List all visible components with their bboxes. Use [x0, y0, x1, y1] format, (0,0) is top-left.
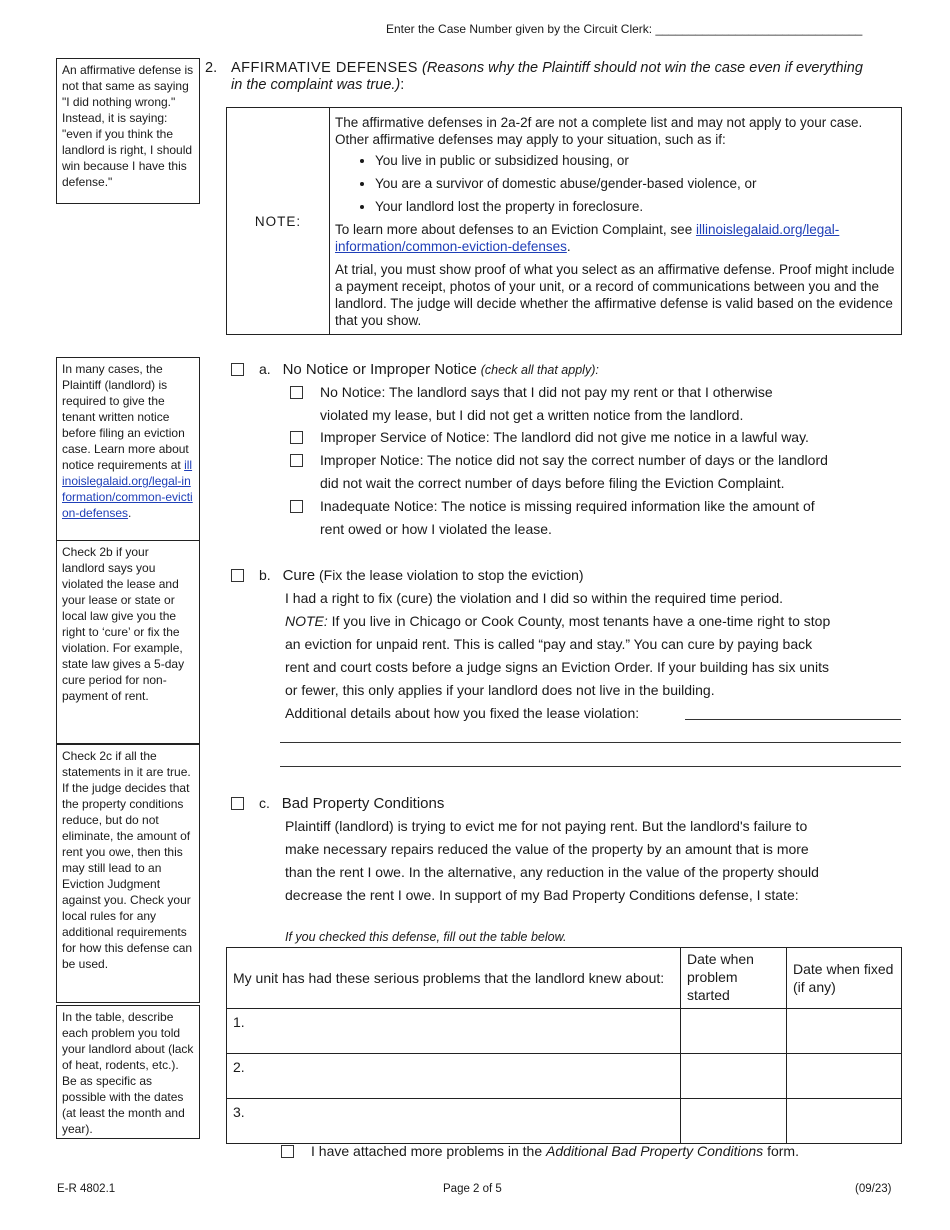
page-number: Page 2 of 5: [443, 1183, 502, 1195]
note-intro: The affirmative defenses in 2a-2f are not a complete list and may not apply to your case. Other affirmative defenses may apply to your situation, such as if:: [335, 114, 863, 147]
body-line: than the rent I owe. In the alternative, any reduction in the value of the property should: [285, 864, 819, 880]
table-row: [227, 1009, 902, 1054]
inadequate-notice-option: [320, 495, 815, 541]
defense-a-title: No Notice or Improper Notice: [282, 361, 477, 378]
defense-b-heading: [259, 564, 584, 587]
improper-notice-checkbox[interactable]: [290, 454, 303, 467]
section-number: 2.: [205, 60, 218, 76]
option-line: did not wait the correct number of days before filing the Eviction Complaint.: [320, 475, 785, 491]
defense-a-checkbox[interactable]: [231, 363, 244, 376]
defense-a-heading: [259, 358, 599, 382]
option-line: No Notice: The landlord says that I did not pay my rent or that I otherwise: [320, 384, 773, 400]
body-line: make necessary repairs reduced the value of the property by an amount that is more: [285, 841, 809, 857]
body-line: Plaintiff (landlord) is trying to evict me for not paying rent. But the landlord's failure to: [285, 818, 808, 834]
row-number: 3.: [233, 1104, 245, 1120]
body-line: [285, 610, 830, 633]
section-title: AFFIRMATIVE DEFENSES: [231, 60, 418, 76]
note-label: NOTE:: [227, 108, 330, 335]
defense-b-title-hint: (Fix the lease violation to stop the eviction): [318, 567, 584, 583]
defense-c-letter: c.: [259, 795, 270, 811]
body-line: I had a right to fix (cure) the violation and I did so within the required time period.: [285, 590, 784, 606]
improper-service-option: [320, 426, 809, 449]
attached-form-name: Additional Bad Property Conditions: [546, 1143, 764, 1159]
sidebar-box-text: Check 2b if your landlord says you violated the lease and your lease or state or local law give you the right to ‘cure’ or fix the violation. For example, state law gives a 5-day cure period for non-payment of rent.: [62, 545, 185, 703]
defenses-link[interactable]: illinoislegalaid.org/legal-information/common-eviction-defenses: [335, 221, 840, 254]
attached-problems-text: [311, 1140, 799, 1163]
sidebar-box-notice: [56, 357, 200, 541]
note-bullet: • You live in public or subsidized housing, or: [375, 152, 897, 169]
sidebar-box-text: In many cases, the Plaintiff (landlord) is required to give the tenant written notice before filing an eviction case. Learn more about notice requirements at: [62, 362, 189, 472]
cure-details-field[interactable]: [685, 719, 901, 720]
option-line: rent owed or how I violated the lease.: [320, 521, 552, 537]
defense-c-heading: [259, 792, 444, 815]
problem-cell[interactable]: [227, 1054, 681, 1099]
table-header-row: [227, 948, 902, 1009]
form-date: (09/23): [855, 1183, 892, 1195]
date-fixed-cell[interactable]: [787, 1054, 902, 1099]
sidebar-box-conditions: [56, 744, 200, 1003]
cure-details-field-line2[interactable]: [280, 742, 901, 743]
note-bullet: • Your landlord lost the property in foreclosure.: [375, 198, 897, 215]
no-notice-option: [320, 381, 773, 427]
sidebar-box-affirmative: [56, 58, 200, 204]
form-id: E-R 4802.1: [57, 1183, 116, 1195]
note-table: [226, 107, 902, 335]
table-instruction: If you checked this defense, fill out the table below.: [285, 930, 567, 944]
improper-notice-option: [320, 449, 828, 495]
option-line: Improper Notice: The notice did not say the correct number of days or the landlord: [320, 452, 828, 468]
option-line: violated my lease, but I did not get a written notice from the landlord.: [320, 407, 744, 423]
improper-service-checkbox[interactable]: [290, 431, 303, 444]
period: .: [128, 506, 132, 520]
body-line: an eviction for unpaid rent. This is called “pay and stay.” You can cure by paying back: [285, 636, 813, 652]
date-started-cell[interactable]: [681, 1054, 787, 1099]
notice-info-link[interactable]: illinoislegalaid.org/legal-information/common-eviction-defenses: [62, 458, 193, 520]
problems-table: [226, 947, 902, 1144]
section-subtitle: (Reasons why the Plaintiff should not win the case even if everything in the complaint was true.): [231, 60, 863, 93]
body-line: or fewer, this only applies if your landlord does not live in the building.: [285, 682, 715, 698]
no-notice-checkbox[interactable]: [290, 386, 303, 399]
case-number-label: Enter the Case Number given by the Circuit Clerk:: [386, 22, 653, 36]
date-fixed-cell[interactable]: [787, 1009, 902, 1054]
period: .: [566, 238, 571, 254]
learn-text: To learn more about defenses to an Eviction Complaint, see: [335, 221, 693, 237]
defense-b-title: Cure: [282, 567, 316, 584]
defense-c-body: [285, 815, 819, 907]
sidebar-box-text: An affirmative defense is not that same as saying "I did nothing wrong." Instead, it is saying: "even if you think the landlord is right, I should win because I have this defense.": [62, 63, 194, 189]
sidebar-box-cure: [56, 540, 200, 744]
cure-details-label: Additional details about how you fixed the lease violation:: [285, 705, 640, 721]
sidebar-box-text: Check 2c if all the statements in it are true. If the judge decides that the property conditions reduce, but do not eliminate, the amount of rent you owe, then this may still lead to an Eviction Judgment against you. Check your local rules for any additional requirements for how this defense can be used.: [62, 749, 193, 971]
note-bullet-list: [335, 152, 897, 215]
defense-c-title: Bad Property Conditions: [281, 795, 445, 812]
date-started-header: Date when problem started: [681, 948, 787, 1009]
defense-b-body: [285, 587, 830, 725]
cure-details-field-line3[interactable]: [280, 766, 901, 767]
defense-b-checkbox[interactable]: [231, 569, 244, 582]
cure-note-label: NOTE:: [285, 613, 328, 629]
row-number: 2.: [233, 1059, 245, 1075]
case-number-field[interactable]: _______________________________: [655, 22, 863, 36]
date-started-cell[interactable]: [681, 1099, 787, 1144]
colon: :: [400, 77, 405, 93]
attached-text: I have attached more problems in the: [311, 1143, 543, 1159]
body-text: If you live in Chicago or Cook County, most tenants have a one-time right to stop: [331, 613, 831, 629]
table-row: [227, 1099, 902, 1144]
defense-b-letter: b.: [259, 567, 271, 583]
inadequate-notice-checkbox[interactable]: [290, 500, 303, 513]
date-fixed-cell[interactable]: [787, 1099, 902, 1144]
problem-cell[interactable]: [227, 1009, 681, 1054]
defense-a-letter: a.: [259, 361, 271, 377]
note-bullet: • You are a survivor of domestic abuse/gender-based violence, or: [375, 175, 897, 192]
body-line: decrease the rent I owe. In support of my Bad Property Conditions defense, I state:: [285, 887, 799, 903]
table-row: [227, 1054, 902, 1099]
sidebar-box-table-help: [56, 1005, 200, 1139]
problem-cell[interactable]: [227, 1099, 681, 1144]
body-line: rent and court costs before a judge signs an Eviction Order. If your building has six units: [285, 659, 829, 675]
note-body: [330, 108, 902, 335]
section-heading: [231, 60, 871, 94]
attached-end: form.: [767, 1143, 799, 1159]
attached-problems-checkbox[interactable]: [281, 1145, 294, 1158]
defense-c-checkbox[interactable]: [231, 797, 244, 810]
option-line: Improper Service of Notice: The landlord did not give me notice in a lawful way.: [320, 429, 809, 445]
case-number-line: [386, 22, 862, 36]
note-learn-more: [335, 221, 897, 255]
sidebar-box-text: In the table, describe each problem you told your landlord about (lack of heat, rodents, etc.). Be as specific as possible with the dates (at least the month and year).: [62, 1010, 194, 1136]
date-started-cell[interactable]: [681, 1009, 787, 1054]
option-line: Inadequate Notice: The notice is missing required information like the amount of: [320, 498, 815, 514]
note-trial: At trial, you must show proof of what you select as an affirmative defense. Proof might include a payment receipt, photos of your unit, or a record of communications between you and the landlord. The judge will decide whether the affirmative defense is valid based on the evidence that you show.: [335, 261, 895, 328]
date-fixed-header: Date when fixed (if any): [787, 948, 902, 1009]
defense-a-hint: (check all that apply):: [480, 363, 599, 377]
row-number: 1.: [233, 1014, 245, 1030]
problems-header: My unit has had these serious problems that the landlord knew about:: [227, 948, 681, 1009]
